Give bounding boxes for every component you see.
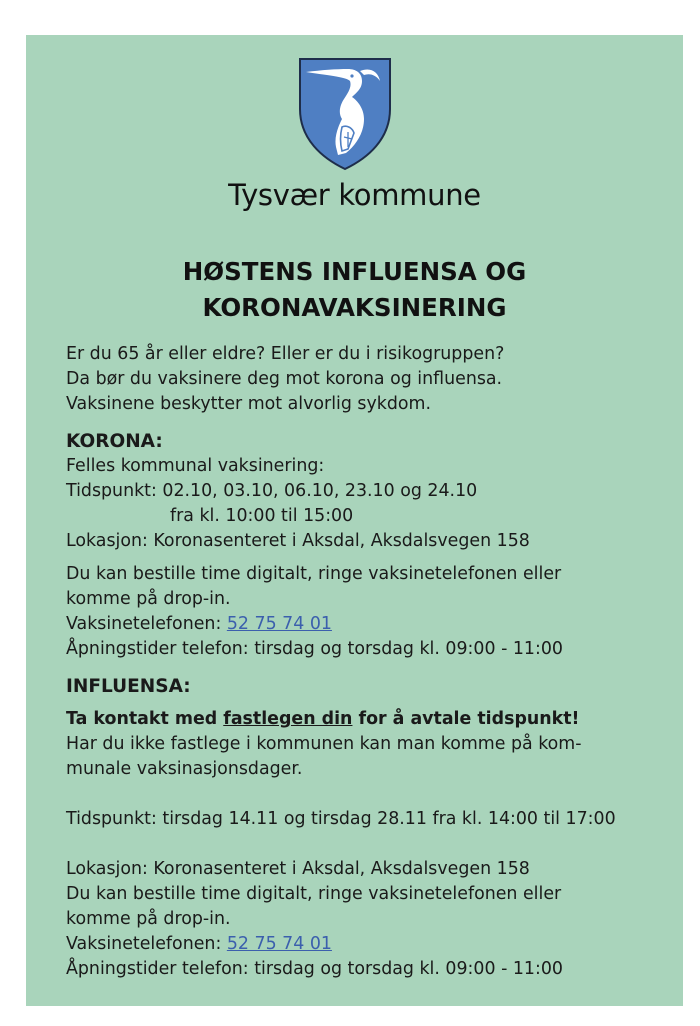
korona-booking-1: Du kan bestille time digitalt, ringe vaksinetelefonen eller — [66, 564, 562, 584]
title-line-1: HØSTENS INFLUENSA OG — [182, 257, 527, 286]
influensa-no-gp-1: Har du ikke fastlege i kommunen kan man komme på kom- — [66, 734, 582, 754]
korona-hours: fra kl. 10:00 til 15:00 — [170, 506, 354, 526]
fastlege-link[interactable]: fastlegen din — [223, 709, 353, 729]
korona-dates: Tidspunkt: 02.10, 03.10, 06.10, 23.10 og 24.10 — [66, 481, 478, 501]
municipality-name: Tysvær kommune — [228, 178, 481, 212]
korona-phone-row — [66, 612, 666, 637]
influensa-contact-post: for å avtale tidspunkt! — [352, 709, 580, 729]
influensa-location: Lokasjon: Koronasenteret i Aksdal, Aksdalsvegen 158 — [66, 859, 530, 879]
korona-phone-hours: Åpningstider telefon: tirsdag og torsdag kl. 09:00 - 11:00 — [66, 639, 563, 659]
intro-line-2: Da bør du vaksinere deg mot korona og influensa. — [66, 369, 503, 389]
influensa-contact — [66, 707, 666, 732]
korona-phone-label: Vaksinetelefonen: — [66, 614, 227, 634]
intro-line-1: Er du 65 år eller eldre? Eller er du i risikogruppen? — [66, 344, 505, 364]
korona-intro: Felles kommunal vaksinering: — [66, 456, 325, 476]
coat-of-arms-heron-icon — [298, 57, 392, 171]
influensa-phone-hours: Åpningstider telefon: tirsdag og torsdag kl. 09:00 - 11:00 — [66, 959, 563, 979]
korona-heading: KORONA: — [66, 431, 163, 452]
korona-booking-2: komme på drop-in. — [66, 589, 231, 609]
intro-line-3: Vaksinene beskytter mot alvorlig sykdom. — [66, 394, 431, 414]
influensa-booking-1: Du kan bestille time digitalt, ringe vaksinetelefonen eller — [66, 884, 562, 904]
influensa-phone-label: Vaksinetelefonen: — [66, 934, 227, 954]
influensa-dates: Tidspunkt: tirsdag 14.11 og tirsdag 28.11 fra kl. 14:00 til 17:00 — [66, 809, 616, 829]
influensa-phone-link[interactable]: 52 75 74 01 — [226, 934, 332, 954]
influensa-heading: INFLUENSA: — [66, 676, 191, 697]
korona-phone-link[interactable]: 52 75 74 01 — [226, 614, 332, 634]
korona-location: Lokasjon: Koronasenteret i Aksdal, Aksdalsvegen 158 — [66, 531, 530, 551]
influensa-no-gp-2: munale vaksinasjonsdager. — [66, 759, 303, 779]
poster — [26, 35, 683, 1006]
title-line-2: KORONAVAKSINERING — [202, 293, 507, 322]
page-title — [26, 254, 683, 326]
influensa-booking-2: komme på drop-in. — [66, 909, 231, 929]
content — [66, 342, 666, 982]
influensa-contact-pre: Ta kontakt med — [66, 709, 224, 729]
influensa-phone-row — [66, 932, 666, 957]
